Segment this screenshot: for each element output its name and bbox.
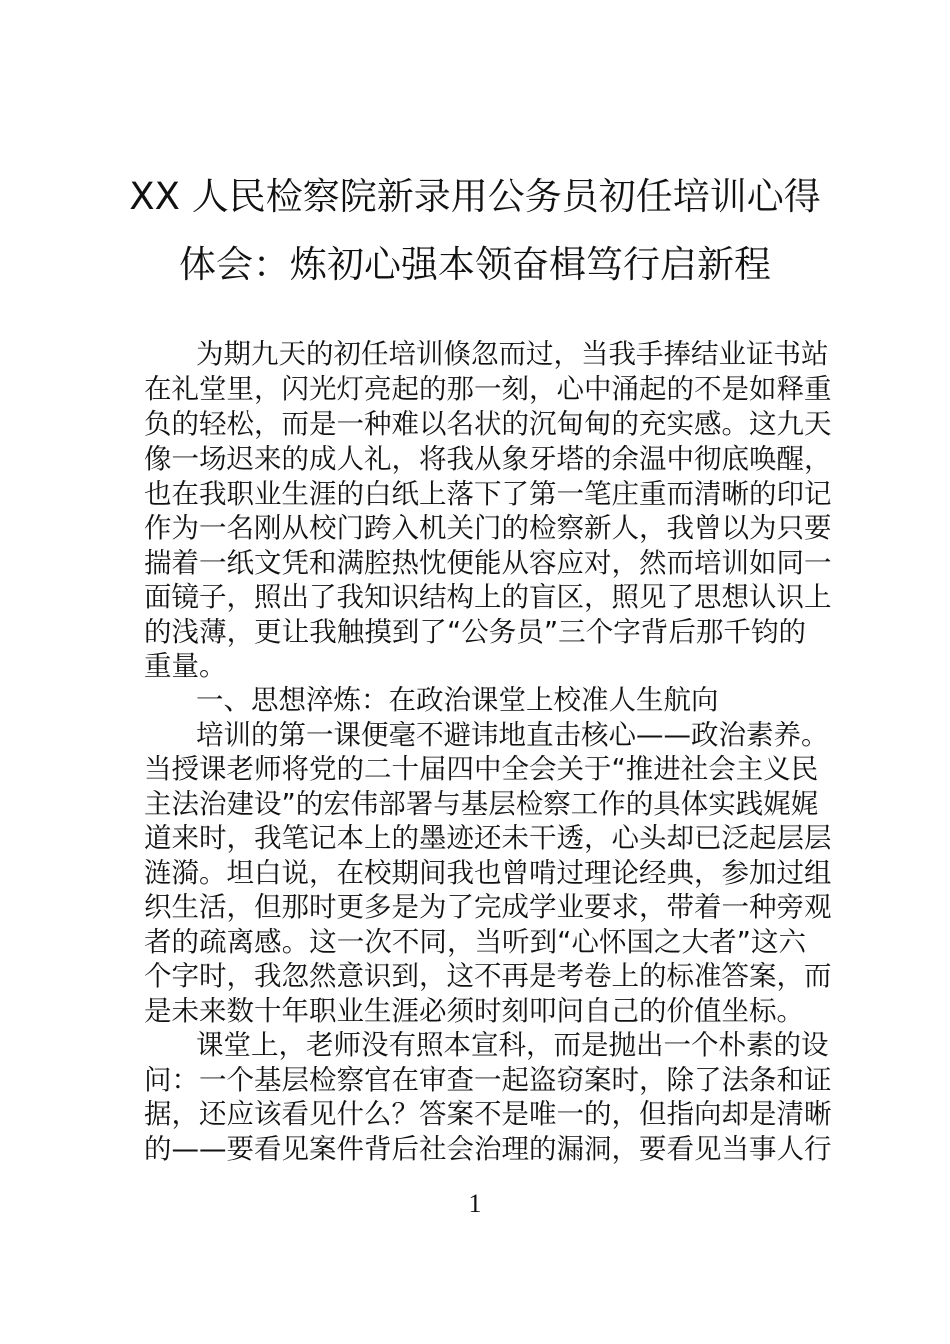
- body-text-line: 为期九天的初任培训倏忽而过，当我手捧结业证书站: [196, 338, 829, 370]
- body-text-line: 问：一个基层检察官在审查一起盗窃案时，除了法条和证: [144, 1064, 832, 1096]
- body-text-line: 像一场迟来的成人礼，将我从象牙塔的余温中彻底唤醒，: [144, 443, 832, 475]
- page-number: 1: [468, 1189, 482, 1218]
- body-text-line: 道来时，我笔记本上的墨迹还未干透，心头却已泛起层层: [144, 822, 832, 854]
- body-text-line: 面镜子，照出了我知识结构上的盲区，照见了思想认识上: [144, 581, 832, 613]
- body-text-line: 的——要看见案件背后社会治理的漏洞，要看见当事人行: [144, 1133, 832, 1165]
- body-text-line: 当授课老师将党的二十届四中全会关于“推进社会主义民: [144, 753, 819, 785]
- body-text-line: 重量。: [144, 650, 227, 682]
- body-text-line: 也在我职业生涯的白纸上落下了第一笔庄重而清晰的印记: [144, 478, 832, 510]
- document-title-line-1: XX 人民检察院新录用公务员初任培训心得: [129, 175, 821, 218]
- body-text-line: 在礼堂里，闪光灯亮起的那一刻，心中涌起的不是如释重: [144, 373, 832, 405]
- body-text-line: 者的疏离感。这一次不同，当听到“心怀国之大者”这六: [144, 926, 806, 958]
- body-text-line: 的浅薄，更让我触摸到了“公务员”三个字背后那千钧的: [144, 616, 806, 648]
- body-text-line: 揣着一纸文凭和满腔热忱便能从容应对，然而培训如同一: [144, 547, 832, 579]
- body-text-line: 织生活，但那时更多是为了完成学业要求，带着一种旁观: [144, 891, 832, 923]
- body-text-line: 涟漪。坦白说，在校期间我也曾啃过理论经典，参加过组: [144, 857, 832, 889]
- body-text-line: 课堂上，老师没有照本宣科，而是抛出一个朴素的设: [196, 1029, 829, 1061]
- body-text-line: 是未来数十年职业生涯必须时刻叩问自己的价值坐标。: [144, 995, 804, 1027]
- body-text-line: 据，还应该看见什么？答案不是唯一的，但指向却是清晰: [144, 1098, 832, 1130]
- body-text-line: 负的轻松，而是一种难以名状的沉甸甸的充实感。这九天: [144, 408, 832, 440]
- body-text-line: 培训的第一课便毫不避讳地直击核心——政治素养。: [196, 719, 829, 751]
- document-title-line-2: 体会：炼初心强本领奋楫笃行启新程: [179, 243, 771, 286]
- body-text-line: 主法治建设”的宏伟部署与基层检察工作的具体实践娓娓: [144, 788, 819, 820]
- section-heading: 一、思想淬炼：在政治课堂上校准人生航向: [196, 684, 719, 716]
- body-text-line: 个字时，我忽然意识到，这不再是考卷上的标准答案，而: [144, 960, 832, 992]
- body-text-line: 作为一名刚从校门跨入机关门的检察新人，我曾以为只要: [144, 512, 832, 544]
